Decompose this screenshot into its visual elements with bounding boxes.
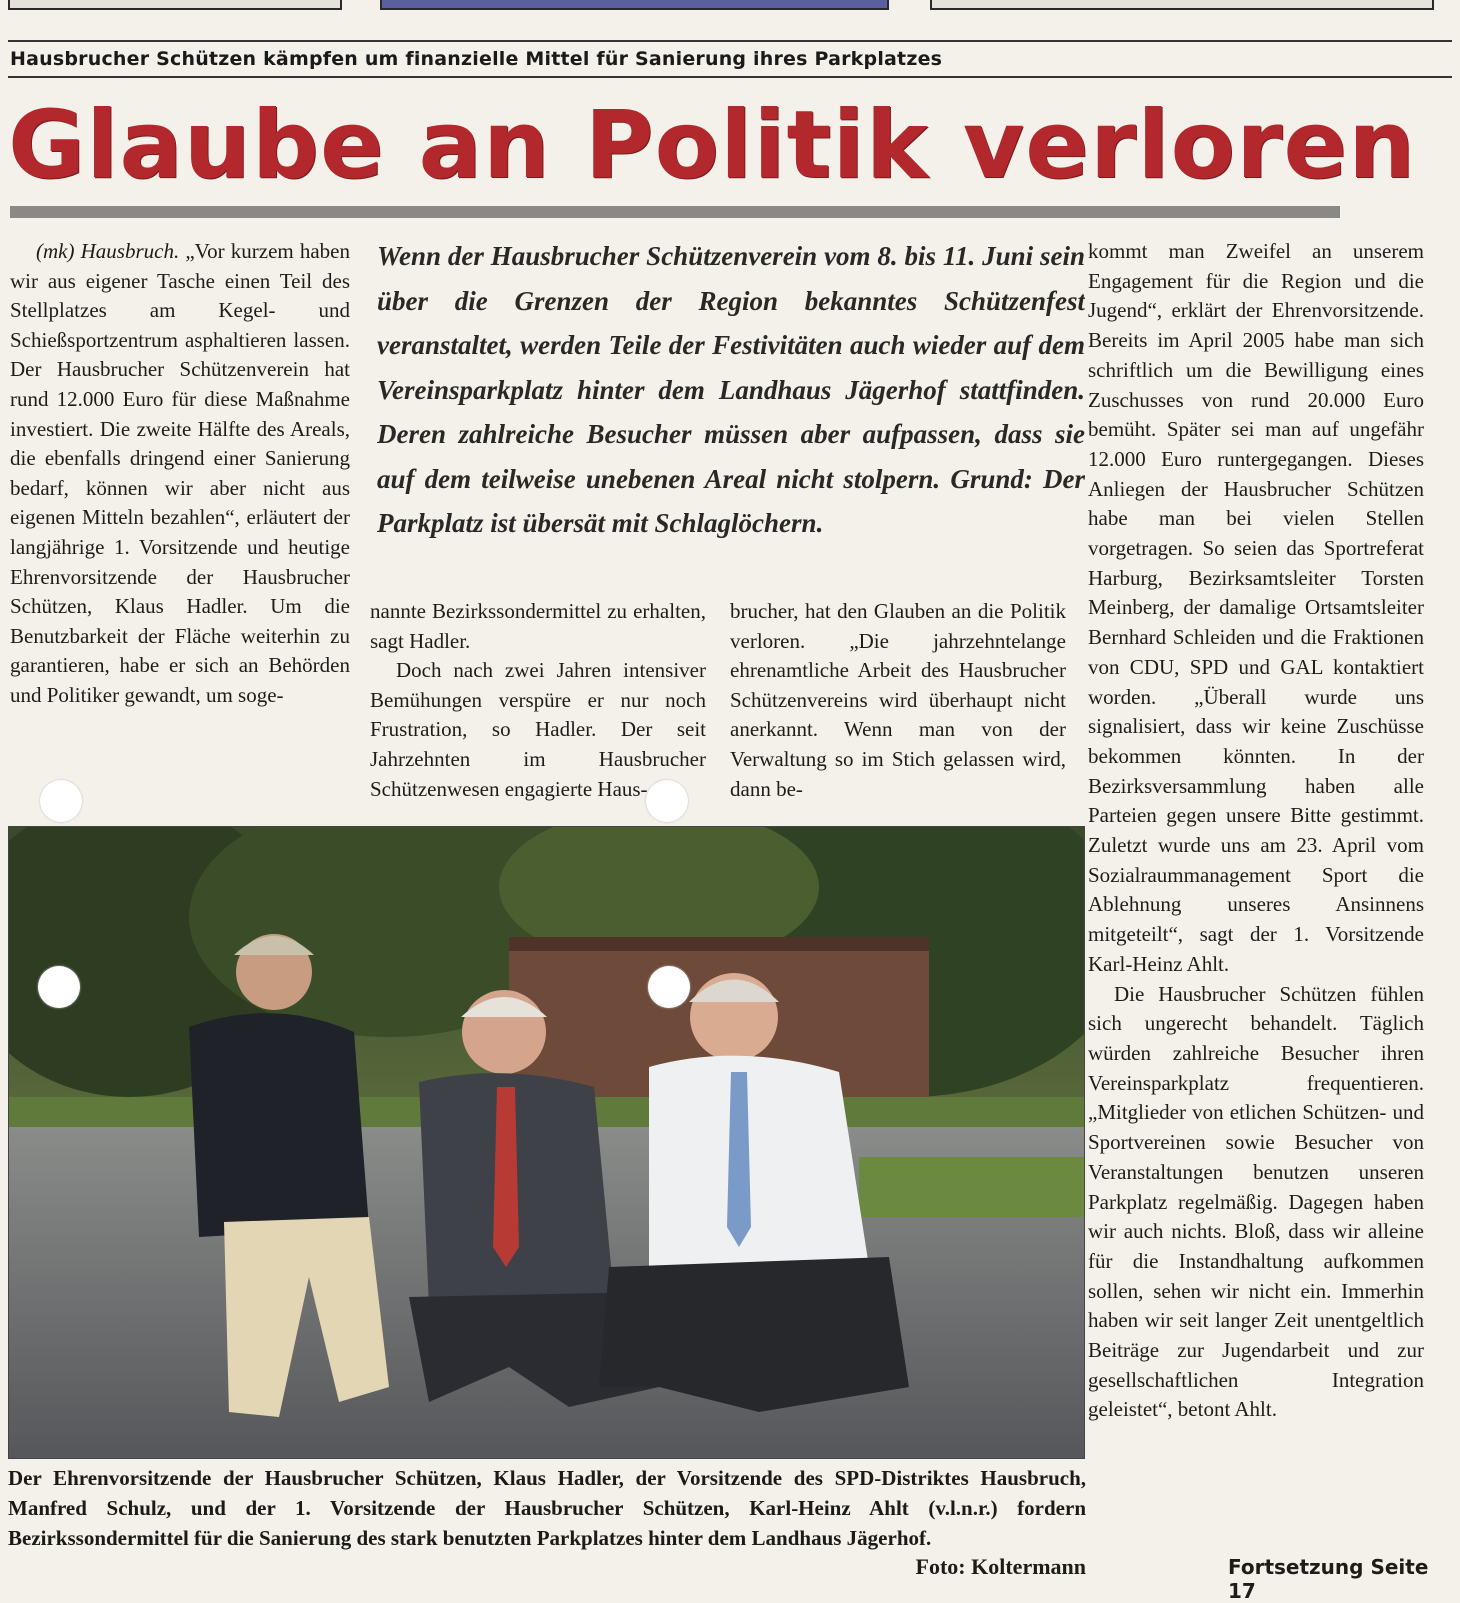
column-1	[10, 237, 350, 807]
punch-hole	[40, 780, 82, 822]
headline: Glaube an Politik verloren	[8, 91, 1417, 200]
kicker-rule-bottom	[8, 76, 1452, 78]
photo-caption: Der Ehrenvorsitzende der Hausbrucher Schützen, Klaus Hadler, der Vorsitzende des SPD-Distriktes Hausbruch, Manfred Schulz, und der 1. Vorsitzende der Hausbrucher Schützen, Karl-Heinz Ahlt (v.l.n.r.) fordern Bezirkssondermittel für die Sanierung des stark benutzten Parkplatzes hinter dem Landhaus Jägerhof.	[8, 1466, 1086, 1550]
photo-three-men-parking-lot	[9, 827, 1084, 1458]
kicker: Hausbrucher Schützen kämpfen um finanzielle Mittel für Sanierung ihres Parkplatzes	[10, 48, 943, 70]
dateline: (mk) Hausbruch.	[36, 239, 180, 263]
column-4-paragraph-1: kommt man Zweifel an unserem Engagement für die Region und die Jugend“, erklärt der Ehrenvorsitzende. Bereits im April 2005 habe man sich schriftlich um die Bewilligung eines Zuschusses von rund 20.000 Euro bemüht. Später sei man auf ungefähr 12.000 Euro runtergegangen. Dieses Anliegen der Hausbrucher Schützen habe man bei vielen Stellen vorgetragen. So seien das Sportreferat Harburg, Bezirksamtsleiter Torsten Meinberg, der damalige Ortsamtsleiter Bernhard Schleiden und die Fraktionen von CDU, SPD und GAL kontaktiert worden. „Überall wurde uns signalisiert, dass wir keine Zuschüsse bekommen könnten. In der Bezirksversammlung haben alle Parteien gegen unsere Bitte gestimmt. Zuletzt wurde uns am 23. April vom Sozialraummanagement Sport die Ablehnung unseres Ansinnens mitgeteilt“, sagt der 1. Vorsitzende Karl-Heinz Ahlt.	[1088, 239, 1424, 976]
lead-paragraph: Wenn der Hausbrucher Schützenverein vom 8. bis 11. Juni sein über die Grenzen der Region bekanntes Schützenfest veranstaltet, werden Teile der Festivitäten auch wieder auf dem Vereinsparkplatz hinter dem Landhaus Jägerhof stattfinden. Deren zahlreiche Besucher müssen aber aufpassen, dass sie auf dem teilweise unebenen Areal nicht stolpern. Grund: Der Parkplatz ist übersät mit Schlaglöchern.	[377, 241, 1085, 538]
punch-hole	[646, 780, 688, 822]
column-2	[370, 597, 706, 809]
photo-credit: Foto: Koltermann	[915, 1554, 1086, 1579]
column-4-paragraph-2: Die Hausbrucher Schützen fühlen sich ungerecht behandelt. Täglich würden zahlreiche Besucher ihren Vereinsparkplatz frequentieren. „Mitglieder von etlichen Schützen- und Sportvereinen sowie Besucher von Veranstaltungen benutzen unseren Parkplatz regelmäßig. Dagegen haben wir auch nichts. Bloß, dass wir alleine für die Instandhaltung aufkommen sollen, sehen wir nicht ein. Immerhin haben wir seit langer Zeit unentgeltlich Beiträge zur Jugendarbeit und zur gesellschaftlichen Integration geleistet“, betont Ahlt.	[1088, 981, 1424, 1422]
column-2-paragraph-1: nannte Bezirkssondermittel zu erhalten, sagt Hadler.	[370, 599, 706, 653]
column-2-paragraph-2: Doch nach zwei Jahren intensiver Bemühungen verspüre er nur noch Frustration, so Hadler. Der seit Jahrzehnten im Hausbrucher Schützenwesen engagierte Haus-	[370, 658, 706, 801]
headline-underbar	[10, 206, 1340, 218]
column-3	[730, 597, 1066, 809]
previous-article-edge-right	[930, 0, 1434, 10]
punch-hole	[38, 966, 80, 1008]
previous-article-edge-left	[8, 0, 342, 10]
continuation-note: Fortsetzung Seite 17	[1228, 1555, 1429, 1603]
kicker-rule-top	[8, 40, 1452, 42]
punch-hole	[648, 966, 690, 1008]
column-1-text: „Vor kurzem haben wir aus eigener Tasche einen Teil des Stellplatzes am Kegel- und Schießsportzentrum asphaltieren lassen. Der Hausbrucher Schützenverein hat rund 12.000 Euro für diese Maßnahme investiert. Die zweite Hälfte des Areals, die ebenfalls dringend einer Sanierung bedarf, können wir aber nicht aus eigenen Mitteln bezahlen“, erläutert der langjährige 1. Vorsitzende und heutige Ehrenvorsitzende der Hausbrucher Schützen, Klaus Hadler. Um die Benutzbarkeit der Fläche weiterhin zu garantieren, habe er sich an Behörden und Politiker gewandt, um soge-	[10, 239, 350, 707]
previous-article-edge-center	[380, 0, 889, 10]
column-4	[1088, 237, 1424, 1557]
column-3-text: brucher, hat den Glauben an die Politik verloren. „Die jahrzehntelange ehrenamtliche Arbeit des Hausbrucher Schützenvereins wird überhaupt nicht anerkannt. Wenn man von der Verwaltung so im Stich gelassen wird, dann be-	[730, 599, 1066, 801]
article-photo	[8, 826, 1085, 1459]
